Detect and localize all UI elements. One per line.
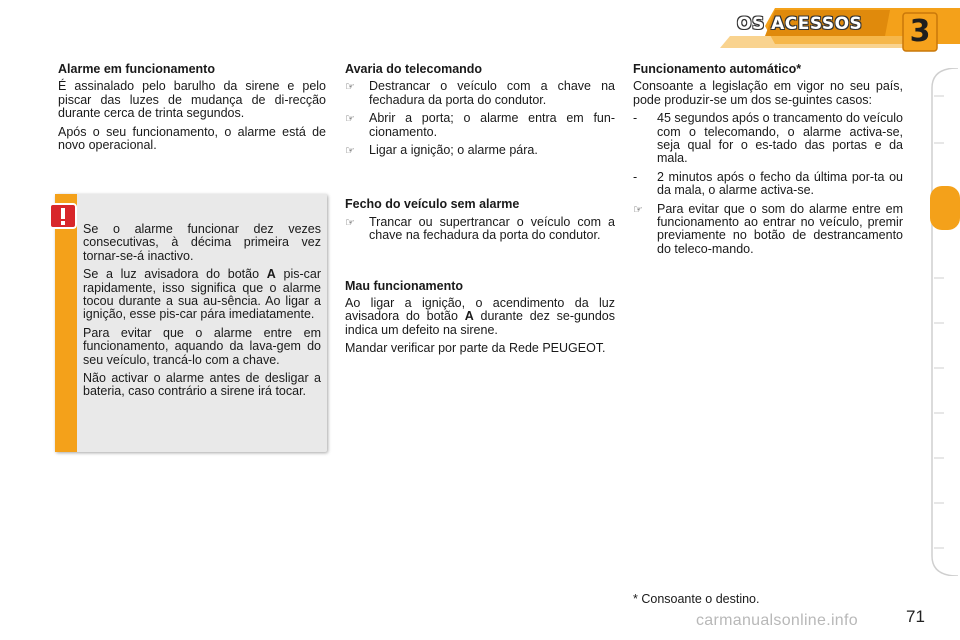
text-run: Se a luz avisadora do botão — [83, 267, 267, 282]
warning-paragraph — [83, 268, 321, 322]
pointing-hand-icon: ☞ — [345, 215, 355, 229]
bullet-text: Abrir a porta; o alarme entra em fun-cionamento. — [369, 111, 615, 139]
heading-automatic-operation: Funcionamento automático* — [633, 62, 802, 76]
heading-alarm-operation: Alarme em funcionamento — [58, 62, 215, 76]
column-remote-failure — [345, 63, 615, 361]
warning-text — [83, 223, 321, 404]
column-alarm-operation — [58, 63, 326, 157]
warning-stripe — [55, 194, 77, 452]
paragraph: Mandar verificar por parte da Rede PEUGEOT. — [345, 341, 606, 356]
bullet-text: Ligar a ignição; o alarme pára. — [369, 143, 538, 158]
paragraph: É assinalado pelo barulho da sirene e pelo piscar das luzes de mudança de di-recção durante cerca de trinta segundos. — [58, 79, 326, 121]
chapter-number: 3 — [909, 14, 931, 49]
bullet-text: Trancar ou supertrancar o veículo com a chave na fechadura da porta do condutor. — [369, 214, 615, 243]
pointing-hand-icon: ☞ — [345, 80, 355, 94]
bullet-text: Destrancar o veículo com a chave na fechadura da porta do condutor. — [369, 79, 615, 107]
heading-remote-failure: Avaria do telecomando — [345, 62, 483, 76]
chapter-title: OS ACESSOS — [737, 14, 863, 34]
warning-paragraph: Não activar o alarme antes de desligar a bateria, caso contrário a sirene irá tocar. — [83, 371, 321, 399]
dash-text: 45 segundos após o trancamento do veículo com o telecomando, o alarme activa-se, seja qual for o es-tado das portas e da mala. — [657, 111, 904, 166]
column-automatic-operation — [633, 63, 903, 261]
paragraph: Após o seu funcionamento, o alarme está de novo operacional. — [58, 124, 326, 153]
pointing-hand-icon: ☞ — [633, 202, 643, 216]
exclamation-icon — [48, 202, 78, 230]
text-run: Ao ligar a ignição, o acendimento da luz avisadora do botão — [345, 296, 615, 324]
watermark: carmanualsonline.info — [696, 612, 858, 629]
heading-malfunction: Mau funcionamento — [345, 278, 464, 293]
dash-text: 2 minutos após o fecho da última por-ta ou da mala, o alarme activa-se. — [657, 169, 903, 198]
warning-paragraph: Para evitar que o alarme entre em funcionamento, aquando da lava-gem do seu veículo, trancá-lo com a chave. — [83, 325, 321, 367]
warning-paragraph: Se o alarme funcionar dez vezes consecutivas, à décima primeira vez tornar-se-á inactivo. — [83, 222, 321, 263]
chapter-tabs — [928, 68, 960, 576]
dash-item — [633, 171, 903, 198]
dash-item — [633, 112, 903, 166]
heading-lock-without-alarm: Fecho do veículo sem alarme — [345, 197, 520, 212]
paragraph: Consoante a legislação em vigor no seu país, pode produzir-se um dos se-guintes casos: — [633, 79, 903, 107]
bullet-item — [345, 144, 615, 157]
pointing-hand-icon: ☞ — [345, 144, 355, 158]
page-number: 71 — [906, 607, 925, 626]
pointing-hand-icon: ☞ — [345, 112, 355, 126]
footnote: * Consoante o destino. — [633, 592, 760, 606]
dash-marker: - — [633, 111, 638, 126]
button-label-a: A — [266, 267, 276, 282]
text-run: durante dez se-gundos indica um defeito na sirene. — [345, 309, 615, 337]
bullet-item — [345, 80, 615, 107]
button-label-a: A — [464, 309, 474, 324]
bullet-item — [633, 203, 903, 257]
bullet-text: Para evitar que o som do alarme entre em funcionamento ao entrar no veículo, premir previamente no botão de destrancamento do teleco-mando. — [657, 201, 903, 256]
bullet-item — [345, 112, 615, 139]
paragraph — [345, 297, 615, 337]
text-run: pis-car rapidamente, isso significa que o alarme tocou durante a sua au-sência. Ao ligar a ignição, esse pis-car pára imediatamente. — [83, 267, 321, 322]
dash-marker: - — [633, 169, 638, 184]
bullet-item — [345, 216, 615, 243]
